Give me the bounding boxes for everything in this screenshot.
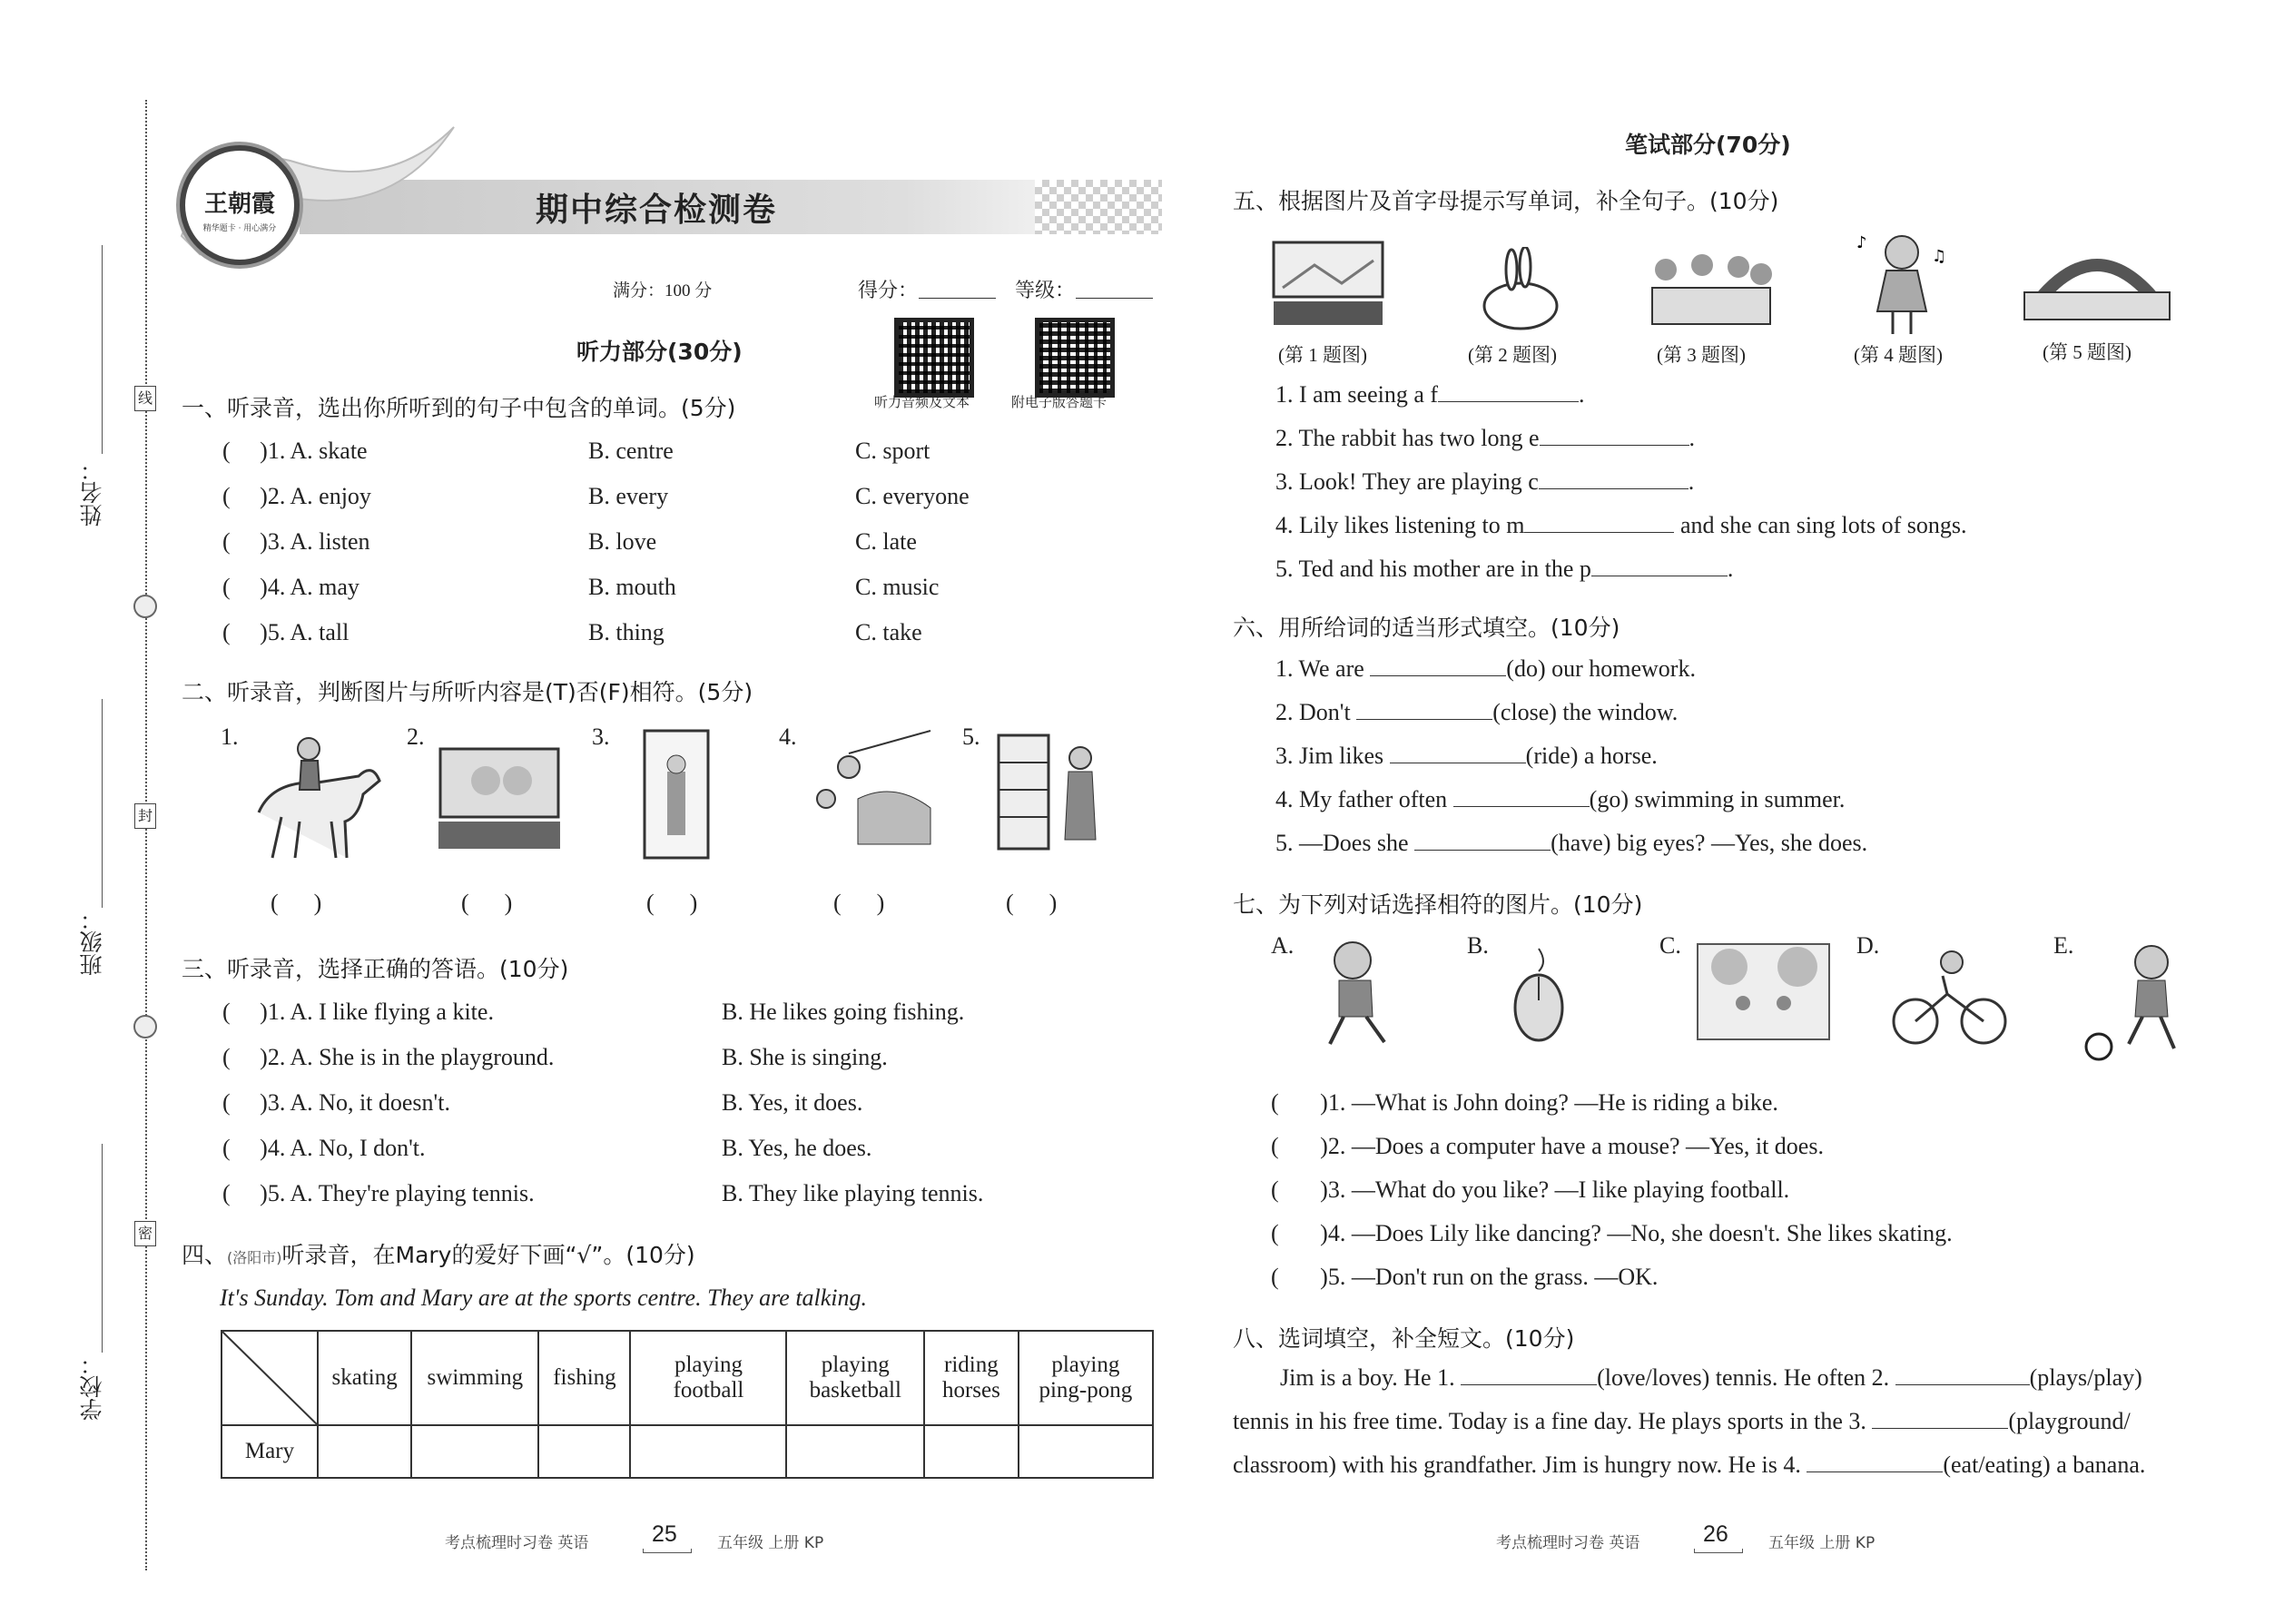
picture-letter: A. bbox=[1271, 932, 1295, 959]
list-item: 3. Jim likes (ride) a horse. bbox=[1275, 743, 1658, 769]
table-cell[interactable] bbox=[630, 1425, 786, 1478]
list-item: 2. The rabbit has two long e . bbox=[1275, 425, 1696, 451]
brand-logo bbox=[180, 145, 300, 265]
option-b: B. centre bbox=[588, 438, 674, 464]
diagonal-line-icon bbox=[222, 1332, 317, 1424]
boy-football-picture bbox=[2079, 940, 2197, 1062]
grade-label: 等级： bbox=[1015, 280, 1076, 302]
picture-letter: E. bbox=[2053, 932, 2074, 959]
passage-line: tennis in his free time. Today is a fine day. He plays sports in the 3. (playground/ bbox=[1233, 1408, 2131, 1434]
section-6-title: 六、用所给词的适当形式填空。(10分) bbox=[1233, 615, 1620, 641]
list-item: ( )1. A. I like flying a kite. bbox=[222, 999, 494, 1025]
answer-paren[interactable]: ( bbox=[222, 438, 261, 464]
list-item: ( )5. —Don't run on the grass. —OK. bbox=[1271, 1264, 1659, 1290]
answer-paren[interactable]: ( bbox=[222, 1135, 261, 1161]
section-7-title: 七、为下列对话选择相符的图片。(10分) bbox=[1233, 891, 1643, 918]
list-item: ( )3. A. No, it doesn't. bbox=[222, 1089, 450, 1116]
page-title: 期中综合检测卷 bbox=[536, 192, 778, 229]
table-cell[interactable] bbox=[924, 1425, 1019, 1478]
class-line bbox=[102, 699, 103, 908]
table-header: fishing bbox=[538, 1331, 630, 1425]
list-item: ( )3. A. listen bbox=[222, 528, 370, 555]
park-grass-picture bbox=[1693, 940, 1834, 1048]
answer-paren[interactable]: ( ) bbox=[461, 890, 513, 916]
list-item: 4. My father often (go) swimming in summer. bbox=[1275, 786, 1846, 812]
passage-line: classroom) with his grandfather. Jim is hungry now. He is 4. (eat/eating) a banana. bbox=[1233, 1452, 2146, 1478]
park-picture bbox=[2020, 238, 2174, 324]
table-cell[interactable] bbox=[318, 1425, 411, 1478]
picture-letter: D. bbox=[1856, 932, 1880, 959]
option-c: C. sport bbox=[855, 438, 930, 464]
corner-cell bbox=[222, 1331, 318, 1425]
table-header: riding horses bbox=[924, 1331, 1019, 1425]
table-header: swimming bbox=[411, 1331, 538, 1425]
list-item: 1. We are (do) our homework. bbox=[1275, 655, 1696, 682]
answer-paren[interactable]: ( ) bbox=[271, 890, 322, 916]
picture-caption: (第 5 题图) bbox=[2043, 341, 2132, 363]
grade-field[interactable] bbox=[1076, 298, 1153, 299]
hobby-table bbox=[221, 1330, 1154, 1479]
binding-hole-icon bbox=[133, 1015, 157, 1038]
option-b: B. every bbox=[588, 483, 669, 509]
seal-mark-2: 封 bbox=[134, 803, 156, 829]
section-4-intro: It's Sunday. Tom and Mary are at the sports centre. They are talking. bbox=[220, 1284, 868, 1311]
option-c: C. late bbox=[855, 528, 917, 555]
answer-paren[interactable]: ( ) bbox=[833, 890, 885, 916]
section-2-title: 二、听录音，判断图片与所听内容是(T)否(F)相符。(5分) bbox=[182, 679, 753, 705]
section-4-title: 四、(洛阳市)听录音，在Mary的爱好下画“√”。(10分) bbox=[182, 1242, 695, 1268]
option-b: B. mouth bbox=[588, 574, 676, 600]
picture-caption: (第 3 题图) bbox=[1657, 344, 1746, 366]
answer-paren[interactable]: ( ) bbox=[1006, 890, 1058, 916]
class-label: 班级： bbox=[79, 908, 105, 976]
option-b: B. Yes, he does. bbox=[722, 1135, 872, 1161]
answer-paren[interactable]: ( bbox=[222, 1044, 261, 1070]
picture-caption: (第 2 题图) bbox=[1468, 344, 1557, 366]
answer-paren[interactable]: ( bbox=[222, 1180, 261, 1206]
svg-text:♫: ♫ bbox=[1932, 247, 1947, 266]
answer-blank[interactable] bbox=[1807, 1452, 1943, 1472]
answer-paren[interactable]: ( bbox=[1271, 1176, 1321, 1203]
section-3-title: 三、听录音，选择正确的答语。(10分) bbox=[182, 956, 569, 982]
picture-letter: B. bbox=[1467, 932, 1489, 959]
list-item: 4. Lily likes listening to m and she can sing lots of songs. bbox=[1275, 512, 1967, 538]
row-label: Mary bbox=[222, 1425, 318, 1478]
seal-mark-3: 密 bbox=[134, 1221, 156, 1246]
written-title: 笔试部分(70分) bbox=[1625, 132, 1791, 158]
answer-blank[interactable] bbox=[1370, 655, 1506, 676]
list-item: 5. —Does she (have) big eyes? —Yes, she does. bbox=[1275, 830, 1868, 856]
answer-paren[interactable]: ( bbox=[222, 483, 261, 509]
binding-hole-icon bbox=[133, 595, 157, 618]
answer-blank[interactable] bbox=[1540, 425, 1689, 446]
table-cell[interactable] bbox=[786, 1425, 924, 1478]
list-item: ( )4. A. No, I don't. bbox=[222, 1135, 426, 1161]
score-label: 得分： bbox=[858, 280, 919, 302]
section-5-title: 五、根据图片及首字母提示写单词，补全句子。(10分) bbox=[1233, 188, 1779, 214]
answer-blank[interactable] bbox=[1591, 556, 1728, 576]
supermarket-picture bbox=[994, 731, 1112, 853]
region-tag: (洛阳市) bbox=[227, 1249, 282, 1266]
answer-paren[interactable]: ( ) bbox=[646, 890, 698, 916]
section-1-title: 一、听录音，选出你所听到的句子中包含的单词。(5分) bbox=[182, 395, 736, 421]
door-picture bbox=[626, 726, 726, 862]
list-item: ( )2. A. She is in the playground. bbox=[222, 1044, 555, 1070]
list-item: ( )4. A. may bbox=[222, 574, 359, 600]
option-b: B. They like playing tennis. bbox=[722, 1180, 984, 1206]
answer-paren[interactable]: ( bbox=[1271, 1133, 1321, 1159]
footer-right-tail: 五年级 上册 KP bbox=[1768, 1534, 1876, 1552]
list-item: ( )1. —What is John doing? —He is riding a bike. bbox=[1271, 1089, 1778, 1116]
footer-right-text: 考点梳理时习卷 英语 bbox=[1496, 1534, 1640, 1552]
answer-paren[interactable]: ( bbox=[222, 999, 261, 1025]
checker-pattern bbox=[1035, 180, 1162, 234]
table-header: playing basketball bbox=[786, 1331, 924, 1425]
school-line bbox=[102, 1144, 103, 1353]
list-item: ( )3. —What do you like? —I like playing football. bbox=[1271, 1176, 1790, 1203]
list-item: 5. Ted and his mother are in the p . bbox=[1275, 556, 1734, 582]
picture-number: 2. bbox=[407, 723, 425, 750]
list-item: ( )2. A. enjoy bbox=[222, 483, 371, 509]
listening-title: 听力部分(30分) bbox=[576, 339, 743, 365]
answer-blank[interactable] bbox=[1390, 743, 1526, 763]
passage-line: Jim is a boy. He 1. (love/loves) tennis. He often 2. (plays/play) bbox=[1280, 1364, 2142, 1391]
option-b: B. thing bbox=[588, 619, 665, 645]
list-item: 1. I am seeing a f . bbox=[1275, 381, 1585, 408]
answer-paren[interactable]: ( bbox=[1271, 1264, 1321, 1290]
option-c: C. take bbox=[855, 619, 922, 645]
section-8-title: 八、选词填空，补全短文。(10分) bbox=[1233, 1325, 1575, 1352]
table-header: playing ping-pong bbox=[1019, 1331, 1153, 1425]
answer-paren[interactable]: ( bbox=[222, 574, 261, 600]
name-label: 姓名： bbox=[79, 458, 105, 527]
picture-caption: (第 4 题图) bbox=[1854, 344, 1943, 366]
table-header: skating bbox=[318, 1331, 411, 1425]
table-cell[interactable] bbox=[1019, 1425, 1153, 1478]
picture-letter: C. bbox=[1659, 932, 1681, 959]
answer-blank[interactable] bbox=[1438, 381, 1579, 402]
footer-left-text: 考点梳理时习卷 英语 bbox=[445, 1534, 589, 1552]
score-field[interactable] bbox=[919, 298, 996, 299]
qr1-caption: 听力音频及文本 bbox=[874, 394, 970, 410]
cut-line bbox=[145, 100, 147, 1570]
answer-blank[interactable] bbox=[1539, 468, 1689, 489]
rabbit-picture bbox=[1471, 247, 1570, 333]
option-c: C. music bbox=[855, 574, 940, 600]
answer-blank[interactable] bbox=[1453, 786, 1590, 807]
footer-left-tail: 五年级 上册 KP bbox=[717, 1534, 824, 1552]
option-b: B. Yes, it does. bbox=[722, 1089, 863, 1116]
table-cell[interactable] bbox=[538, 1425, 630, 1478]
list-item: ( )1. A. skate bbox=[222, 438, 368, 464]
answer-blank[interactable] bbox=[1461, 1364, 1597, 1385]
answer-paren[interactable]: ( bbox=[222, 1089, 261, 1116]
list-item: 2. Don't (close) the window. bbox=[1275, 699, 1679, 725]
bike-riding-picture bbox=[1888, 949, 2011, 1048]
fishing-picture bbox=[803, 726, 940, 849]
logo-sub: 精华题卡 · 用心满分 bbox=[202, 224, 277, 233]
list-item: ( )5. A. tall bbox=[222, 619, 350, 645]
qr-code-icon[interactable] bbox=[894, 318, 974, 398]
children-cards-picture bbox=[1643, 247, 1779, 333]
horse-riding-picture bbox=[245, 726, 381, 862]
picture-number: 5. bbox=[962, 723, 980, 750]
page-bracket bbox=[643, 1549, 692, 1553]
answer-blank[interactable] bbox=[1524, 512, 1674, 533]
page-number: 25 bbox=[652, 1521, 677, 1547]
name-line bbox=[102, 245, 103, 454]
list-item: 3. Look! They are playing c . bbox=[1275, 468, 1695, 495]
picture-number: 4. bbox=[779, 723, 797, 750]
answer-paren[interactable]: ( bbox=[222, 619, 261, 645]
svg-text:♪: ♪ bbox=[1856, 233, 1867, 252]
answer-paren[interactable]: ( bbox=[222, 528, 261, 555]
answer-paren[interactable]: ( bbox=[1271, 1089, 1321, 1116]
cinema-picture bbox=[431, 744, 567, 853]
list-item: ( )5. A. They're playing tennis. bbox=[222, 1180, 535, 1206]
table-header: playing football bbox=[630, 1331, 786, 1425]
list-item: ( )2. —Does a computer have a mouse? —Yes, it does. bbox=[1271, 1133, 1824, 1159]
answer-paren[interactable]: ( bbox=[1271, 1220, 1321, 1246]
girl-singing-picture bbox=[1852, 225, 1952, 339]
table-cell[interactable] bbox=[411, 1425, 538, 1478]
mouse-picture bbox=[1502, 944, 1575, 1044]
answer-blank[interactable] bbox=[1872, 1408, 2008, 1429]
seal-mark-1: 线 bbox=[134, 386, 156, 411]
answer-blank[interactable] bbox=[1895, 1364, 2030, 1385]
film-picture bbox=[1269, 238, 1387, 329]
qr-code-icon[interactable] bbox=[1035, 318, 1115, 398]
qr2-caption: 附电子版答题卡 bbox=[1011, 394, 1108, 410]
logo-text: 王朝霞 bbox=[203, 191, 275, 218]
list-item: ( )4. —Does Lily like dancing? —No, she doesn't. She likes skating. bbox=[1271, 1220, 1953, 1246]
school-label: 学校： bbox=[79, 1353, 105, 1421]
option-b: B. She is singing. bbox=[722, 1044, 888, 1070]
answer-blank[interactable] bbox=[1414, 830, 1551, 851]
page-bracket bbox=[1694, 1549, 1743, 1553]
full-score: 满分：100 分 bbox=[613, 281, 713, 300]
option-b: B. He likes going fishing. bbox=[722, 999, 965, 1025]
answer-blank[interactable] bbox=[1356, 699, 1492, 720]
picture-number: 3. bbox=[592, 723, 610, 750]
page-number: 26 bbox=[1703, 1521, 1728, 1547]
picture-caption: (第 1 题图) bbox=[1278, 344, 1367, 366]
picture-number: 1. bbox=[221, 723, 239, 750]
option-b: B. love bbox=[588, 528, 657, 555]
girl-skating-picture bbox=[1307, 935, 1407, 1053]
option-c: C. everyone bbox=[855, 483, 970, 509]
